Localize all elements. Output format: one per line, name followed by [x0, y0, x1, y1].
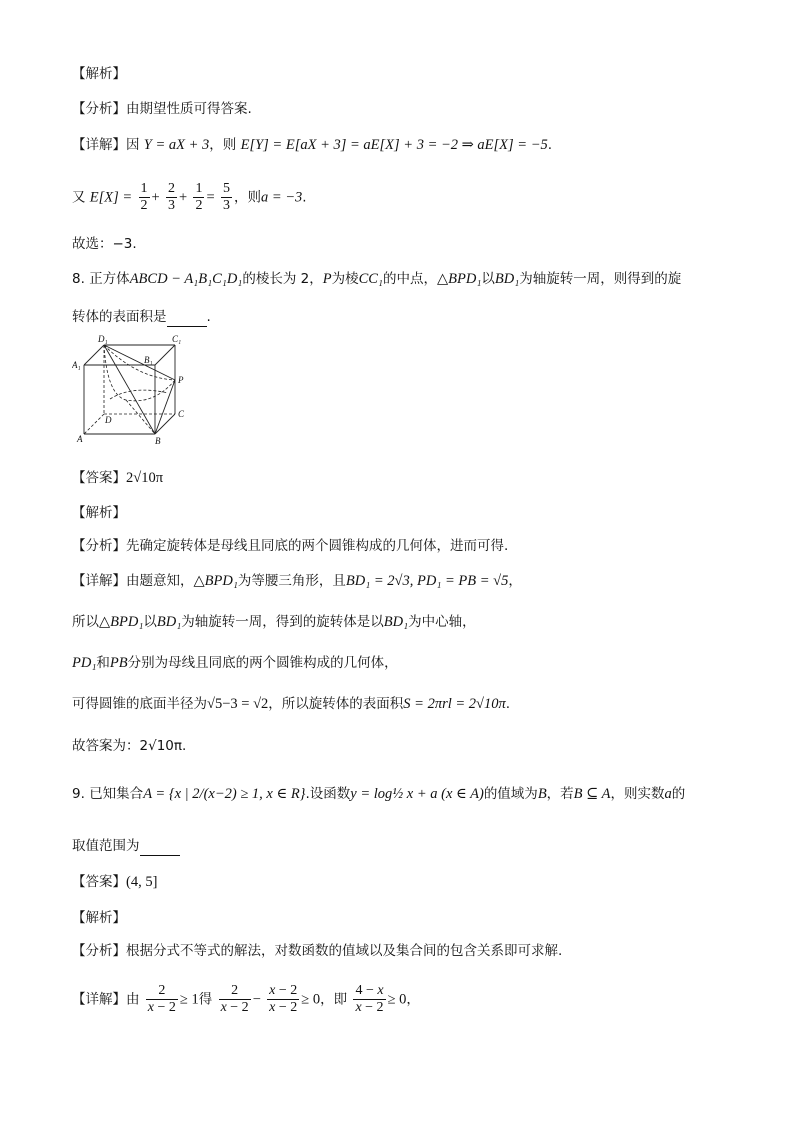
label-D1: D₁ — [98, 334, 108, 344]
frac-5-3: $\frac{5}{3}$ — [222, 181, 230, 213]
q8-stem-line2: 转体的表面积是 . — [72, 309, 211, 325]
frac-1-2: $\frac{1}{2}$ — [140, 181, 148, 213]
analysis-tag: 【分析】 — [72, 101, 126, 117]
cube-label: ABCD − A₁B₁C₁D₁ — [129, 271, 243, 287]
ex-label: E[X] = — [89, 189, 133, 206]
analysis-tag: 【分析】 — [72, 943, 126, 959]
q8-detail-3: PD₁和PB分别为母线且同底的两个圆锥构成的几何体， — [72, 655, 398, 671]
label-D: D — [105, 415, 112, 425]
set-a: A = {x | 2/(x−2) ≥ 1, x ∈ R} — [143, 786, 306, 802]
answer-tag: 【答案】 — [72, 874, 126, 890]
answer-tag: 【答案】 — [72, 470, 126, 486]
q8-final: 故答案为：2√10π. — [72, 738, 187, 754]
analysis-tag: 【分析】 — [72, 538, 126, 554]
analysis-text: 根据分式不等式的解法，对数函数的值域以及集合间的包含关系即可求解. — [126, 943, 563, 959]
q9-analysis — [72, 941, 562, 961]
label-P: P — [178, 375, 184, 385]
label-C: C — [178, 409, 185, 419]
q8-number: 8. — [72, 271, 85, 287]
frac-1-2b: $\frac{1}{2}$ — [195, 181, 203, 213]
q8-detail-1: 【详解】由题意知，△BPD₁为等腰三角形，且BD₁ = 2√3, PD₁ = PB = √5， — [72, 573, 522, 589]
label-A1: A₁ — [72, 360, 81, 370]
label-C1: C₁ — [172, 334, 182, 344]
q9-jiexi-heading: 【解析】 — [72, 910, 126, 926]
detail-tag: 【详解】 — [72, 991, 126, 1008]
q8-stem-line1: 8. 正方体ABCD − A₁B₁C₁D₁的棱长为 2，P为棱CC₁的中点，△BPD₁以BD₁为轴旋转一周，则得到的旋 — [72, 271, 682, 287]
eq-y: Y = aX + 3 — [143, 137, 210, 153]
q9-number: 9. — [72, 786, 85, 802]
detail-tag: 【详解】 — [72, 573, 126, 589]
p7-sum-line: 又 E[X] = $\frac{1}{2}$ + $\frac{2}{3}$ + $\frac{1}{2}$ = $\frac{5}{3}$ ，则a = −3. — [72, 181, 307, 213]
p7-conclusion: 故选：−3. — [72, 236, 137, 252]
p7-detail: 【详解】因 Y = aX + 3，则 E[Y] = E[aX + 3] = aE[X] + 3 = −2 ⇒ aE[X] = −5. — [72, 137, 553, 153]
label-B: B — [155, 436, 161, 445]
analysis-text: 先确定旋转体是母线且同底的两个圆锥构成的几何体，进而可得. — [126, 538, 509, 554]
answer-value: 2√10π — [126, 470, 164, 486]
q9-stem-line1: 9. 已知集合A = {x | 2/(x−2) ≥ 1, x ∈ R}.设函数y = log½ x + a (x ∈ A)的值域为B，若B ⊆ A，则实数a的 — [72, 786, 686, 802]
label-B1: B₁ — [144, 355, 153, 365]
q8-jiexi-heading: 【解析】 — [72, 505, 126, 521]
q9-answer — [72, 872, 157, 892]
log-function: y = log½ x + a (x ∈ A) — [350, 786, 484, 802]
q9-stem-line2: 取值范围为 — [72, 836, 180, 856]
eq-expectation: E[Y] = E[aX + 3] = aE[X] + 3 = −2 ⇒ aE[X] = −5 — [240, 137, 548, 153]
q8-detail-2: 所以△BPD₁以BD₁为轴旋转一周，得到的旋转体是以BD₁为中心轴， — [72, 614, 476, 630]
q8-detail-4: 可得圆锥的底面半径为√5−3 = √2，所以旋转体的表面积S = 2πrl = 2√10π. — [72, 696, 511, 712]
frac-2-3: $\frac{2}{3}$ — [168, 181, 175, 213]
detail-tag: 【详解】 — [72, 137, 126, 153]
analysis-text: 由期望性质可得答案. — [126, 101, 252, 117]
p7-analysis — [72, 99, 252, 119]
p7-jiexi-heading: 【解析】 — [72, 66, 126, 82]
q9-detail-1: 【详解】由 $\frac{2}{x - 2}$ ≥ 1得 $\frac{2}{x - 2}$ − $\frac{x - 2}{x - 2}$ ≥ 0，即 $\frac{4 - x}{x - 2}$ ≥ 0， — [72, 983, 420, 1015]
answer-value: (4, 5] — [126, 874, 158, 890]
answer-blank — [167, 312, 207, 327]
answer-blank — [140, 841, 180, 856]
q8-analysis — [72, 536, 508, 556]
a-value: a = −3 — [260, 189, 303, 206]
label-A: A — [77, 434, 83, 444]
cube-figure — [72, 333, 192, 445]
q8-answer — [72, 468, 163, 488]
